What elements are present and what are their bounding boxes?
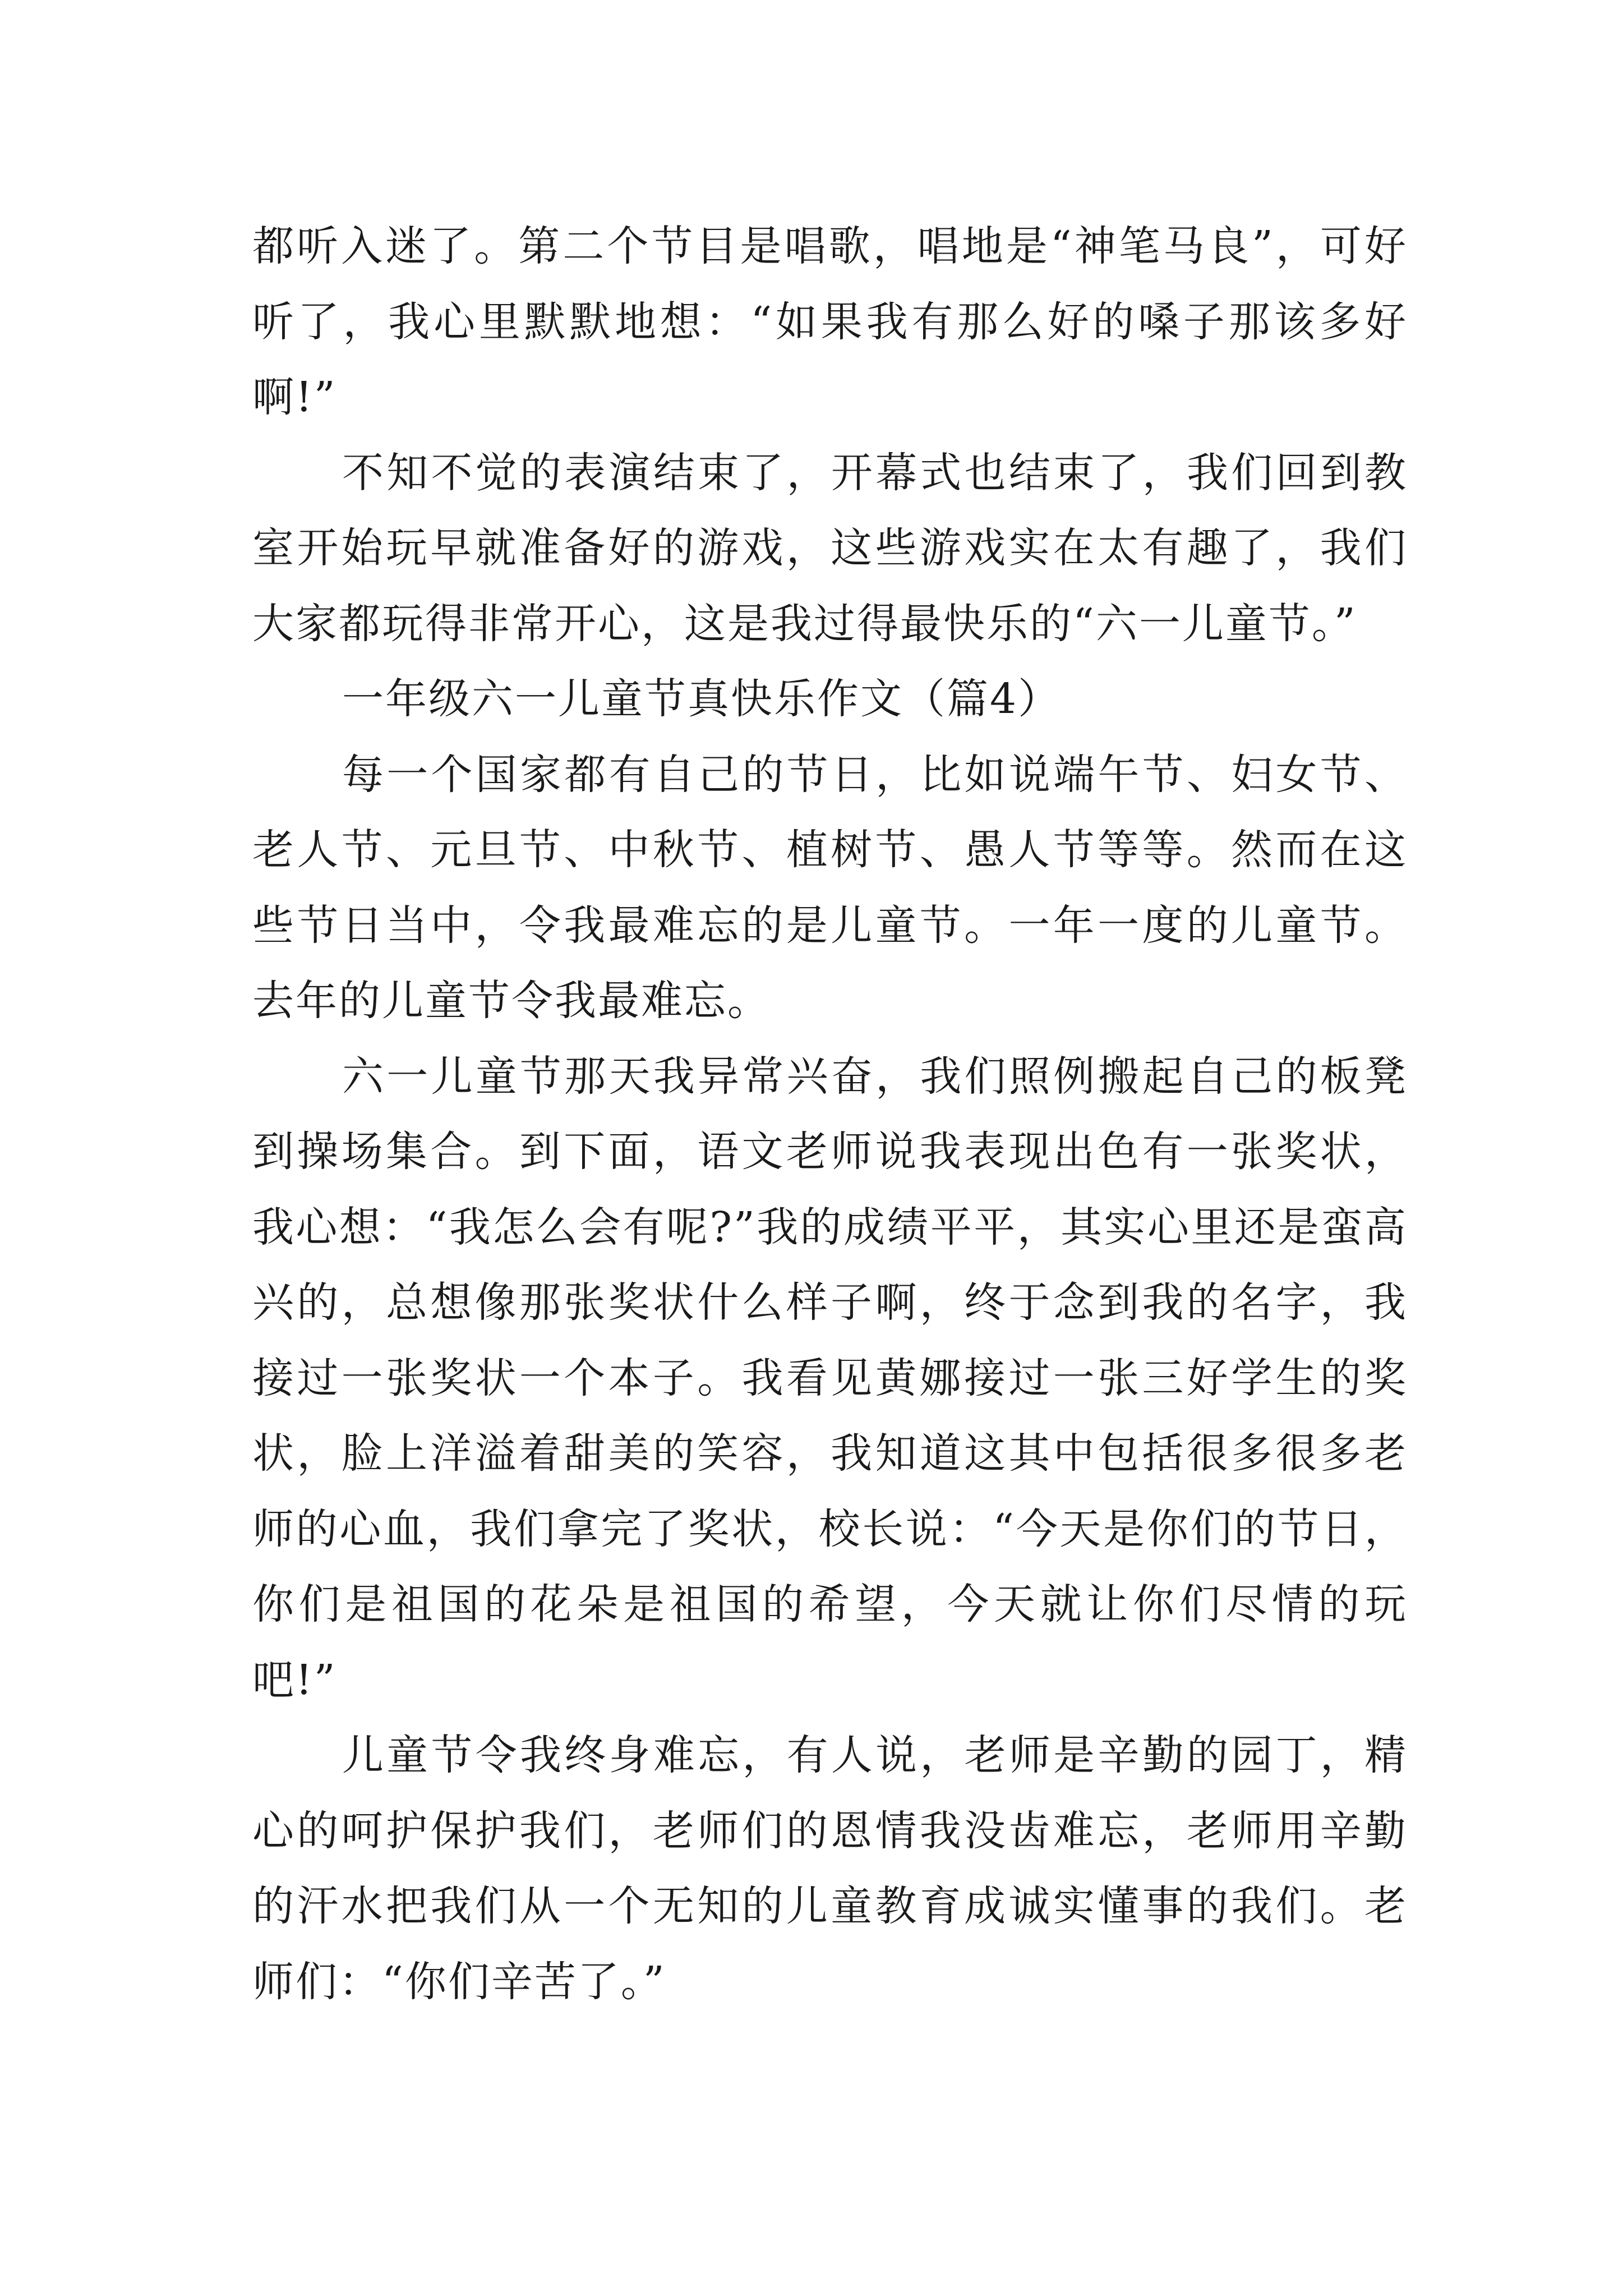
document-body [252, 209, 1408, 2019]
paragraph: 每一个国家都有自己的节日，比如说端午节、妇女节、老人节、元旦节、中秋节、植树节、愚人节等等。然而在这些节日当中，令我最难忘的是儿童节。一年一度的儿童节。去年的儿童节令我最难忘。 [252, 750, 1408, 1025]
paragraph: 不知不觉的表演结束了，开幕式也结束了，我们回到教室开始玩早就准备好的游戏，这些游戏实在太有趣了，我们大家都玩得非常开心，这是我过得最快乐的“六一儿童节。” [252, 448, 1408, 648]
paragraph: 六一儿童节那天我异常兴奋，我们照例搬起自己的板凳到操场集合。到下面，语文老师说我表现出色有一张奖状，我心想：“我怎么会有呢?”我的成绩平平，其实心里还是蛮高兴的，总想像那张奖状什么样子啊，终于念到我的名字，我接过一张奖状一个本子。我看见黄娜接过一张三好学生的奖状，脸上洋溢着甜美的笑容，我知道这其中包括很多很多老师的心血，我们拿完了奖状，校长说：“今天是你们的节日，你们是祖国的花朵是祖国的希望，今天就让你们尽情的玩吧!” [252, 1052, 1408, 1704]
paragraph: 儿童节令我终身难忘，有人说，老师是辛勤的园丁，精心的呵护保护我们，老师们的恩情我没齿难忘，老师用辛勤的汗水把我们从一个无知的儿童教育成诚实懂事的我们。老师们：“你们辛苦了。” [252, 1731, 1408, 2006]
essay-heading: 一年级六一儿童节真快乐作文（篇4） [342, 675, 1062, 723]
paragraph-continuation: 都听入迷了。第二个节目是唱歌，唱地是“神笔马良”，可好听了，我心里默默地想：“如果我有那么好的嗓子那该多好啊!” [252, 222, 1408, 421]
